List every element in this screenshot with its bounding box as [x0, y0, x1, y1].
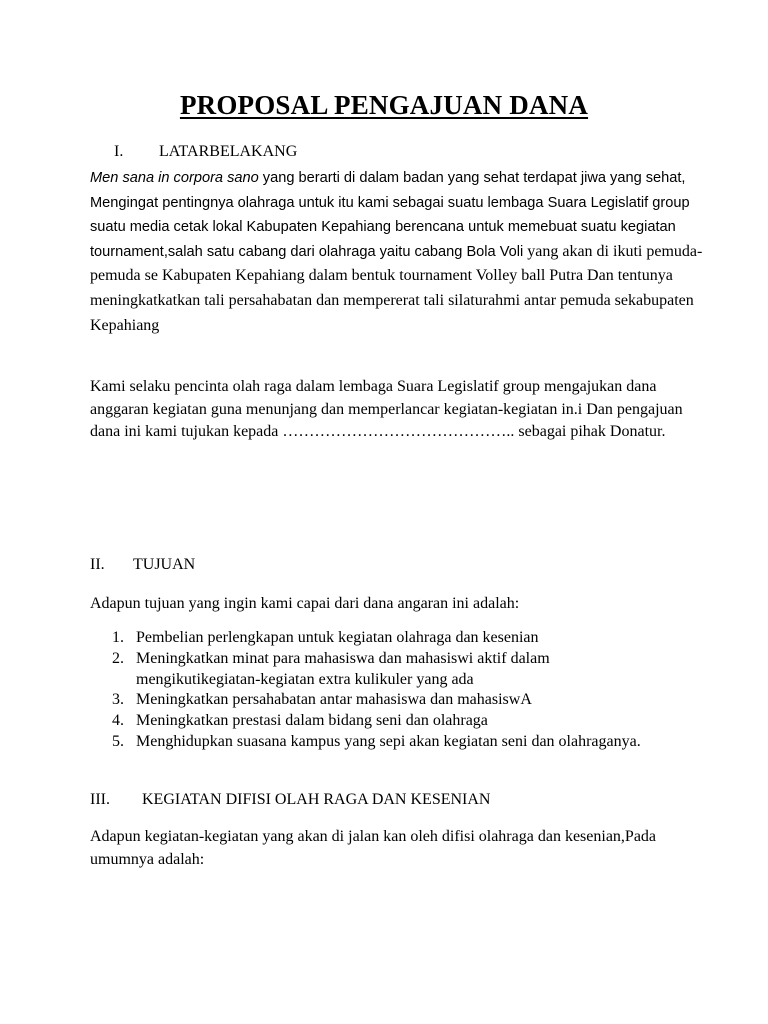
background-paragraph	[90, 166, 710, 338]
section-3-number: III.	[90, 791, 110, 808]
list-item	[90, 690, 650, 711]
list-item-number: 5.	[112, 732, 124, 750]
list-item-text: Menghidupkan suasana kampus yang sepi akan kegiatan seni dan olahraganya.	[136, 732, 641, 750]
list-item-number: 1.	[112, 629, 124, 646]
section-3-heading	[90, 791, 490, 809]
list-item	[90, 649, 650, 691]
list-item-number: 3.	[112, 691, 124, 709]
list-item-text: Meningkatkan persahabatan antar mahasiswa dan mahasiswA	[136, 691, 532, 709]
section-2-number: II.	[90, 556, 105, 573]
list-item	[90, 732, 650, 753]
background-text-serif: yang akan di ikuti pemuda-pemuda se Kabupaten Kepahiang dalam bentuk tournament Volley ball Putra Dan tentunya meningkatkatkan tali persahabatan dan mempererat tali silaturahmi antar pemuda sekabupaten Kepahiang	[90, 242, 703, 334]
goals-list	[90, 628, 650, 753]
goals-intro: Adapun tujuan yang ingin kami capai dari dana angaran ini adalah:	[90, 595, 520, 612]
document-title: PROPOSAL PENGAJUAN DANA	[179, 90, 589, 120]
section-1-heading	[114, 143, 297, 161]
section-1-number: I.	[114, 143, 124, 160]
section-3-title: KEGIATAN DIFISI OLAH RAGA DAN KESENIAN	[142, 791, 491, 808]
motto-text: Men sana in corpora sano	[90, 170, 259, 186]
list-item-text: Meningkatkan prestasi dalam bidang seni dan olahraga	[136, 712, 488, 730]
list-item	[90, 628, 650, 649]
section-2-heading	[90, 556, 195, 574]
list-item	[90, 711, 650, 732]
activities-intro: Adapun kegiatan-kegiatan yang akan di jalan kan oleh difisi olahraga dan kesenian,Pada umumnya adalah:	[90, 828, 657, 868]
section-1-title: LATARBELAKANG	[159, 143, 298, 160]
list-item-text: Pembelian perlengkapan untuk kegiatan olahraga dan kesenian	[136, 629, 539, 646]
list-item-number: 2.	[112, 649, 124, 667]
section-2-title: TUJUAN	[133, 556, 196, 573]
list-item-number: 4.	[112, 712, 124, 730]
background-text-sans: yang berarti di dalam badan yang sehat terdapat jiwa yang sehat, Mengingat pentingnya olahraga untuk itu kami sebagai suatu lembaga Suara Legislatif group suatu media cetak lokal Kabupaten Kepahiang berencana untuk memebuat suatu kegiatan tournament,salah satu cabang dari olahraga yaitu cabang Bola Voli	[90, 170, 690, 260]
list-item-text: Meningkatkan minat para mahasiswa dan mahasiswi aktif dalam mengikutikegiatan-kegiatan extra kulikuler yang ada	[136, 649, 550, 688]
funding-paragraph: Kami selaku pencinta olah raga dalam lembaga Suara Legislatif group mengajukan dana anggaran kegiatan guna menunjang dan memperlancar kegiatan-kegiatan in.i Dan pengajuan dana ini kami tujukan kepada …………………………………….. sebagai pihak Donatur.	[90, 378, 683, 440]
